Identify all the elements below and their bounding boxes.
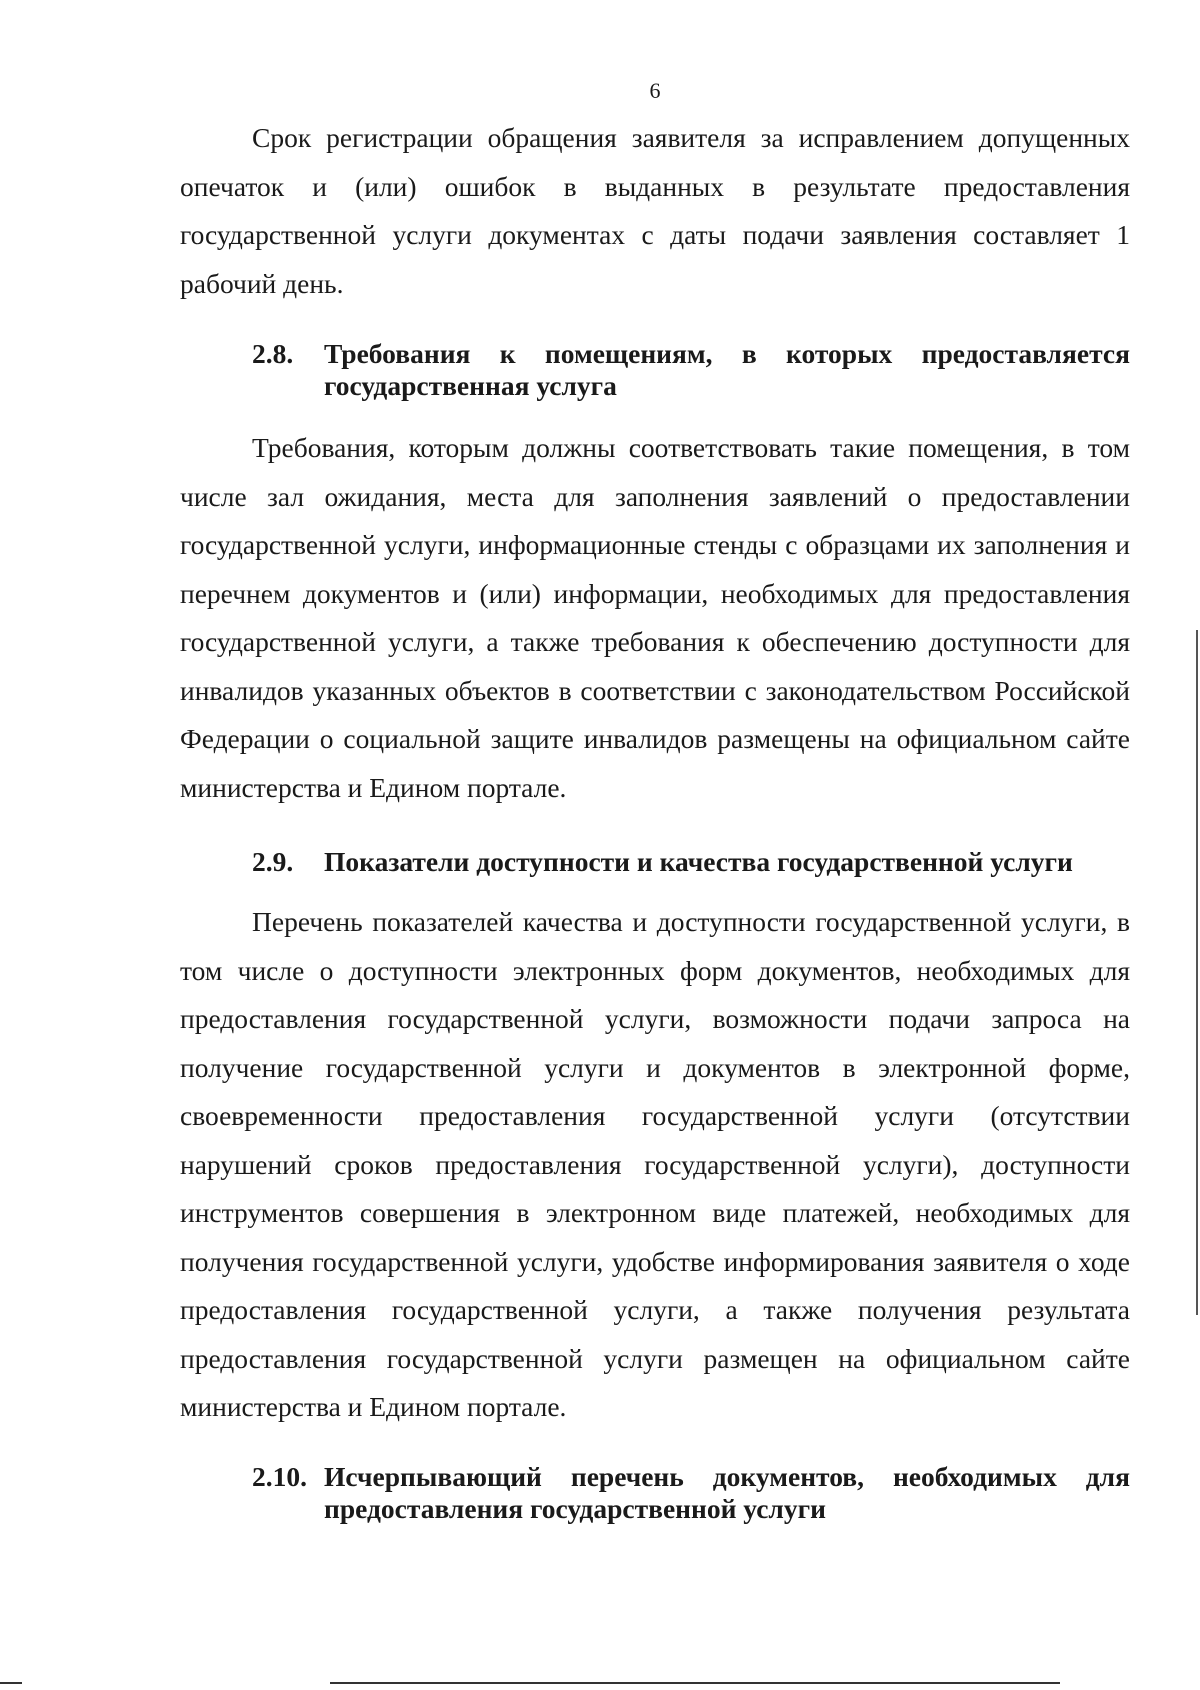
scan-bottom-mark-left bbox=[0, 1682, 22, 1684]
section-number: 2.10. bbox=[252, 1461, 307, 1492]
paragraph-quality-indicators: Перечень показателей качества и доступности государственной услуги, в том числе о доступности электронных форм документов, необходимых для предоставления государственной услуги, возможности подачи запроса на получение государственной услуги и документов в электронной форме, своевременности предоставления государственной услуги (отсутствии нарушений сроков предоставления государственной услуги), доступности инструментов совершения в электронном виде платежей, необходимых для получения государственной услуги, удобстве информирования заявителя о ходе предоставления государственной услуги, а также получения результата предоставления государственной услуги размещен на официальном сайте министерства и Едином портале. bbox=[180, 906, 1130, 1422]
page-number: 6 bbox=[649, 78, 661, 103]
section-number: 2.9. bbox=[252, 846, 294, 877]
section-heading-2-9 bbox=[252, 846, 1130, 878]
section-heading-2-10 bbox=[252, 1461, 1130, 1525]
section-title: Показатели доступности и качества государственной услуги bbox=[324, 846, 1073, 877]
section-title: Требования к помещениям, в которых предоставляется государственная услуга bbox=[324, 338, 1130, 401]
scan-bottom-line bbox=[330, 1682, 1060, 1684]
section-heading-2-8 bbox=[252, 338, 1130, 402]
section-number: 2.8. bbox=[252, 338, 294, 369]
scan-edge-line bbox=[1196, 630, 1198, 1315]
section-title: Исчерпывающий перечень документов, необходимых для предоставления государственной услуги bbox=[324, 1461, 1130, 1524]
paragraph-premises-requirements: Требования, которым должны соответствовать такие помещения, в том числе зал ожидания, места для заполнения заявлений о предоставлении государственной услуги, информационные стенды с образцами их заполнения и перечнем документов и (или) информации, необходимых для предоставления государственной услуги, а также требования к обеспечению доступности для инвалидов указанных объектов в соответствии с законодательством Российской Федерации о социальной защите инвалидов размещены на официальном сайте министерства и Едином портале. bbox=[180, 432, 1130, 803]
paragraph-correction-registration: Срок регистрации обращения заявителя за исправлением допущенных опечаток и (или) ошибок в выданных в результате предоставления государственной услуги документах с даты подачи заявления составляет 1 рабочий день. bbox=[180, 122, 1130, 299]
